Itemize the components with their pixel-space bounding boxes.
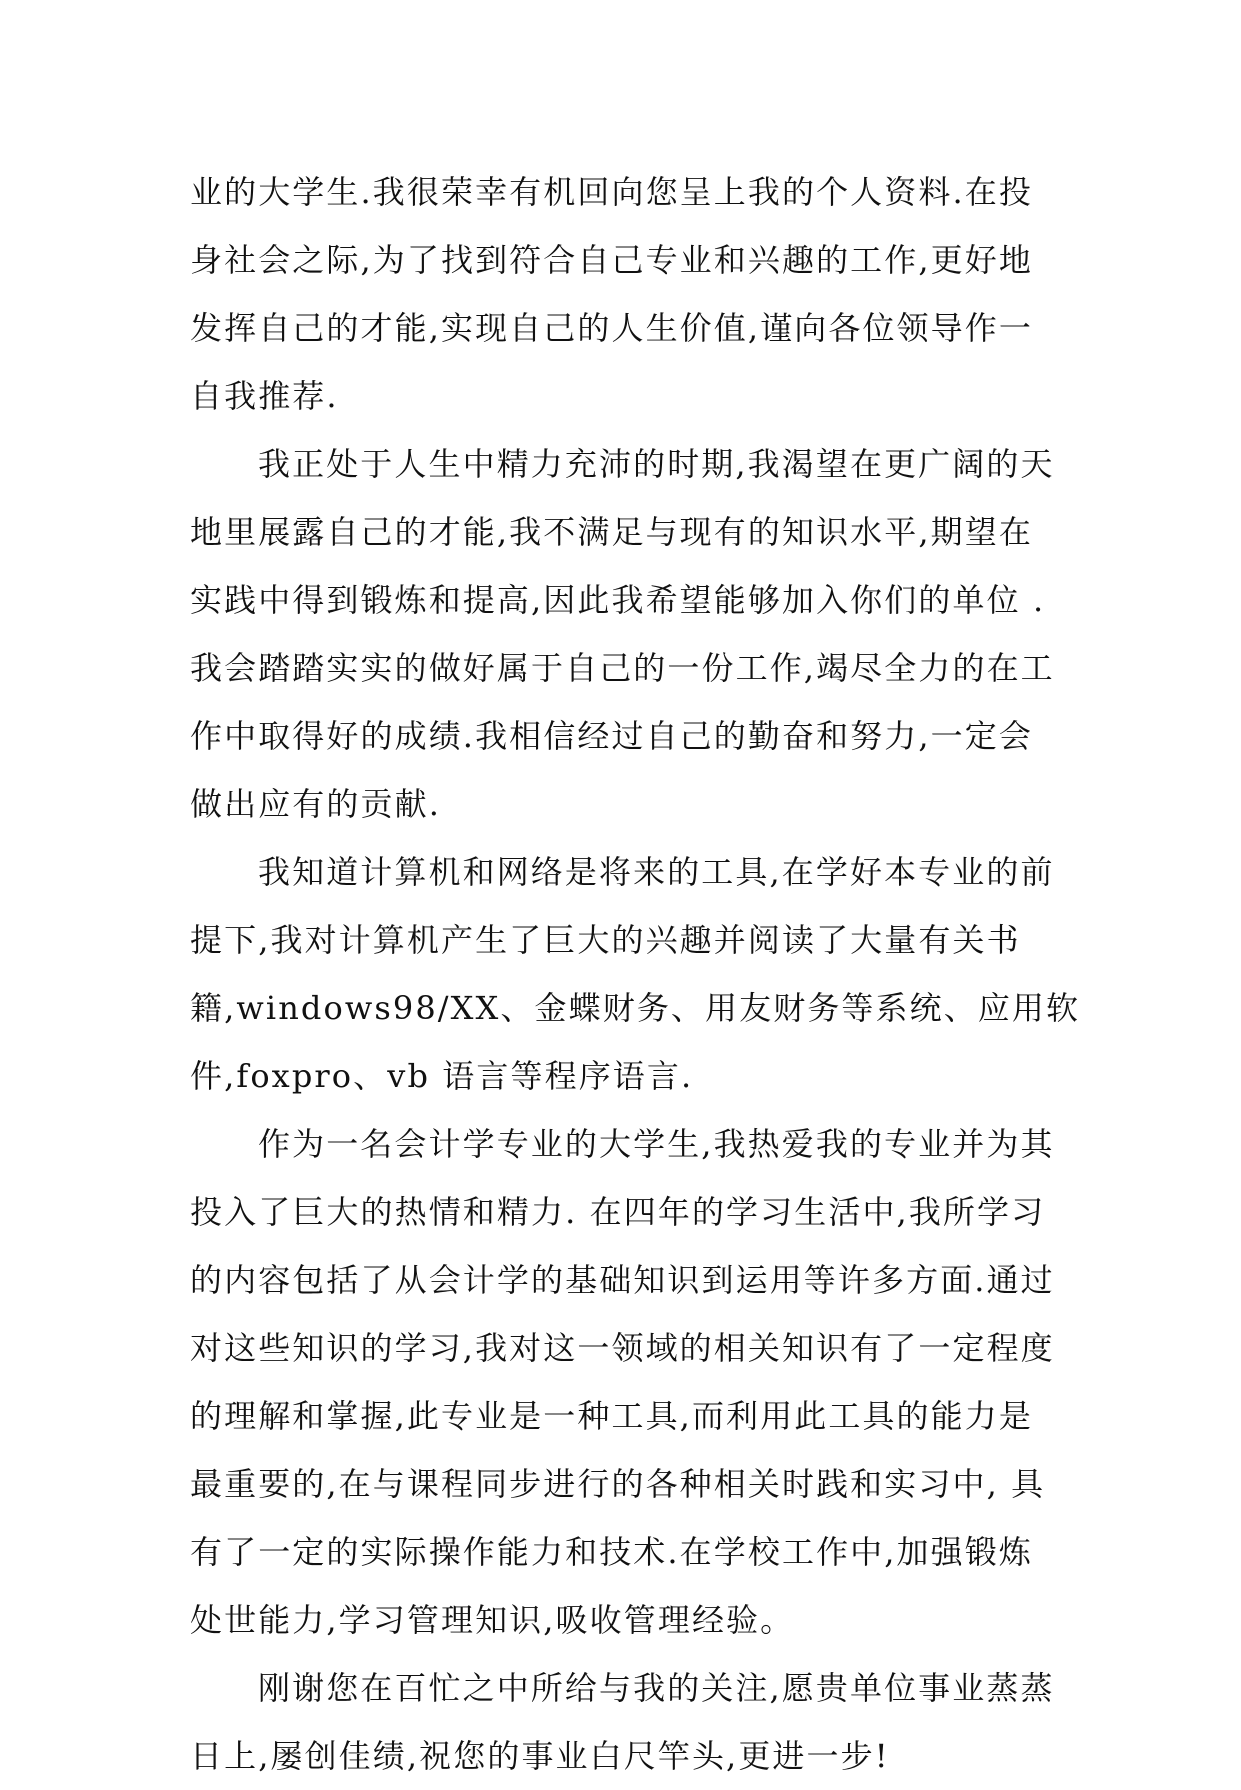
text-line: 自我推荐. bbox=[190, 377, 339, 415]
text-line: 投入了巨大的热情和精力. 在四年的学习生活中,我所学习 bbox=[190, 1193, 1046, 1231]
paragraph-first-line: 刚谢您在百忙之中所给与我的关注,愿贵单位事业蒸蒸 bbox=[258, 1669, 1055, 1707]
text-line: 最重要的,在与课程同步进行的各种相关时践和实习中, 具 bbox=[190, 1465, 1046, 1503]
text-line: 作中取得好的成绩.我相信经过自己的勤奋和努力,一定会 bbox=[190, 717, 1033, 755]
text-line: 的理解和掌握,此专业是一种工具,而利用此工具的能力是 bbox=[190, 1397, 1033, 1435]
text-line: 提下,我对计算机产生了巨大的兴趣并阅读了大量有关书 bbox=[190, 921, 1021, 959]
text-line: 有了一定的实际操作能力和技术.在学校工作中,加强锻炼 bbox=[190, 1533, 1033, 1571]
text-line: 实践中得到锻炼和提高,因此我希望能够加入你们的单位 . bbox=[190, 581, 1046, 619]
text-line: 对这些知识的学习,我对这一领域的相关知识有了一定程度 bbox=[190, 1329, 1055, 1367]
text-line: 籍,windows98/XX、金蝶财务、用友财务等系统、应用软 bbox=[190, 989, 1081, 1027]
text-line: 我会踏踏实实的做好属于自己的一份工作,竭尽全力的在工 bbox=[190, 649, 1055, 687]
text-line: 日上,屡创佳绩,祝您的事业白尺竿头,更进一步! bbox=[190, 1737, 890, 1775]
text-line: 处世能力,学习管理知识,吸收管理经验。 bbox=[190, 1601, 795, 1639]
text-line: 地里展露自己的才能,我不满足与现有的知识水平,期望在 bbox=[190, 513, 1033, 551]
document-body bbox=[190, 158, 1081, 1790]
text-line: 身社会之际,为了找到符合自己专业和兴趣的工作,更好地 bbox=[190, 241, 1033, 279]
text-line: 的内容包括了从会计学的基础知识到运用等许多方面.通过 bbox=[190, 1261, 1055, 1299]
text-line: 做出应有的贡献. bbox=[190, 785, 441, 823]
paragraph-first-line: 我正处于人生中精力充沛的时期,我渴望在更广阔的天 bbox=[258, 445, 1055, 483]
paragraph-first-line: 作为一名会计学专业的大学生,我热爱我的专业并为其 bbox=[258, 1125, 1055, 1163]
text-line: 发挥自己的才能,实现自己的人生价值,谨向各位领导作一 bbox=[190, 309, 1033, 347]
text-line: 件,foxpro、vb 语言等程序语言. bbox=[190, 1057, 694, 1095]
text-line: 业的大学生.我很荣幸有机回向您呈上我的个人资料.在投 bbox=[190, 173, 1033, 211]
paragraph-first-line: 我知道计算机和网络是将来的工具,在学好本专业的前 bbox=[258, 853, 1055, 891]
